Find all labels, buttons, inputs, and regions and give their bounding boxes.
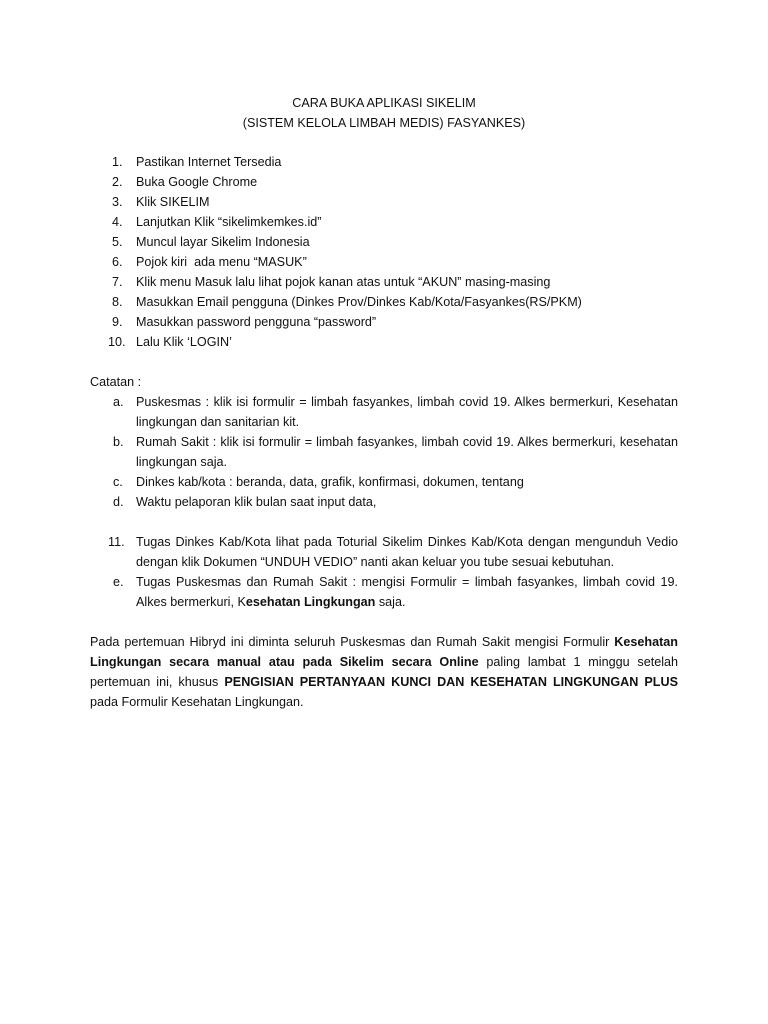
step-11-list <box>90 532 678 572</box>
list-marker: a. <box>113 395 124 409</box>
list-marker: 2. <box>112 175 123 189</box>
list-item <box>90 332 678 352</box>
list-item <box>90 172 678 192</box>
list-marker: 3. <box>112 195 123 209</box>
list-item-text: Lanjutkan Klik “sikelimkemkes.id” <box>136 215 322 229</box>
list-item-text: Muncul layar Sikelim Indonesia <box>136 235 310 249</box>
document-page <box>90 93 678 725</box>
list-item <box>90 312 678 332</box>
list-item <box>90 572 678 612</box>
list-marker: 8. <box>112 295 123 309</box>
note-e-list <box>90 572 678 612</box>
list-item-text: Dinkes kab/kota : beranda, data, grafik, konfirmasi, dokumen, tentang <box>136 475 524 489</box>
list-item-text: Rumah Sakit : klik isi formulir = limbah fasyankes, limbah covid 19. Alkes bermerkuri, kesehatan lingkungan saja. <box>136 435 678 469</box>
list-marker: b. <box>113 435 124 449</box>
notes-title: Catatan : <box>90 375 142 389</box>
notes-list <box>90 392 678 512</box>
list-item-text: Pojok kiri ada menu “MASUK” <box>136 255 307 269</box>
list-item <box>90 392 678 432</box>
list-item <box>90 192 678 212</box>
list-marker: 11. <box>108 535 125 549</box>
list-item <box>90 532 678 572</box>
list-marker: 5. <box>112 235 123 249</box>
list-item <box>90 272 678 292</box>
list-item <box>90 252 678 272</box>
list-item <box>90 432 678 472</box>
list-item <box>90 492 678 512</box>
list-item <box>90 232 678 252</box>
list-item <box>90 292 678 312</box>
closing-bold-1: Kesehatan Lingkungan secara manual atau pada Sikelim secara Online <box>90 635 678 669</box>
list-marker: 1. <box>112 155 123 169</box>
list-item-text: Klik menu Masuk lalu lihat pojok kanan atas untuk “AKUN” masing-masing <box>136 275 551 289</box>
list-item <box>90 212 678 232</box>
closing-text-2: paling lambat 1 minggu setelah pertemuan ini, khusus <box>90 655 679 689</box>
spacer <box>90 512 678 532</box>
list-item <box>90 152 678 172</box>
list-item <box>90 472 678 492</box>
list-item-text: Pastikan Internet Tersedia <box>136 155 282 169</box>
closing-text-1: Pada pertemuan Hibryd ini diminta seluruh Puskesmas dan Rumah Sakit mengisi Formulir <box>90 635 615 649</box>
steps-list <box>90 152 678 352</box>
list-item-text: Masukkan password pengguna “password” <box>136 315 377 329</box>
list-item-text: Puskesmas : klik isi formulir = limbah fasyankes, limbah covid 19. Alkes bermerkuri, Kesehatan lingkungan dan sanitarian kit. <box>136 395 678 429</box>
title-block <box>90 93 678 133</box>
list-item-bold-text: esehatan Lingkungan <box>245 595 376 609</box>
list-item-text-end: saja. <box>375 595 406 609</box>
document-subtitle: (SISTEM KELOLA LIMBAH MEDIS) FASYANKES) <box>242 116 526 130</box>
list-item-text: Klik SIKELIM <box>136 195 210 209</box>
list-marker: e. <box>113 575 124 589</box>
list-marker: d. <box>113 495 124 509</box>
list-marker: 6. <box>112 255 123 269</box>
closing-paragraph <box>90 632 678 712</box>
list-marker: 10. <box>108 335 126 349</box>
closing-text-3: pada Formulir Kesehatan Lingkungan. <box>90 695 304 709</box>
list-item-text: Tugas Puskesmas dan Rumah Sakit : mengisi Formulir = limbah fasyankes, limbah covid 19. Alkes bermerkuri, K <box>136 575 678 609</box>
list-item-text: Tugas Dinkes Kab/Kota lihat pada Toturial Sikelim Dinkes Kab/Kota dengan mengunduh Vedio dengan klik Dokumen “UNDUH VEDIO” nanti akan keluar you tube sesuai kebutuhan. <box>136 535 678 569</box>
document-title: CARA BUKA APLIKASI SIKELIM <box>292 96 476 110</box>
list-marker: 4. <box>112 215 123 229</box>
list-item-text: Waktu pelaporan klik bulan saat input data, <box>136 495 377 509</box>
closing-bold-2: PENGISIAN PERTANYAAN KUNCI DAN KESEHATAN LINGKUNGAN PLUS <box>224 675 678 689</box>
list-marker: 7. <box>112 275 123 289</box>
list-item-text: Buka Google Chrome <box>136 175 258 189</box>
list-marker: c. <box>113 475 123 489</box>
list-item-text: Masukkan Email pengguna (Dinkes Prov/Dinkes Kab/Kota/Fasyankes(RS/PKM) <box>136 295 582 309</box>
list-item-text: Lalu Klik ‘LOGIN’ <box>136 335 232 349</box>
list-marker: 9. <box>112 315 123 329</box>
